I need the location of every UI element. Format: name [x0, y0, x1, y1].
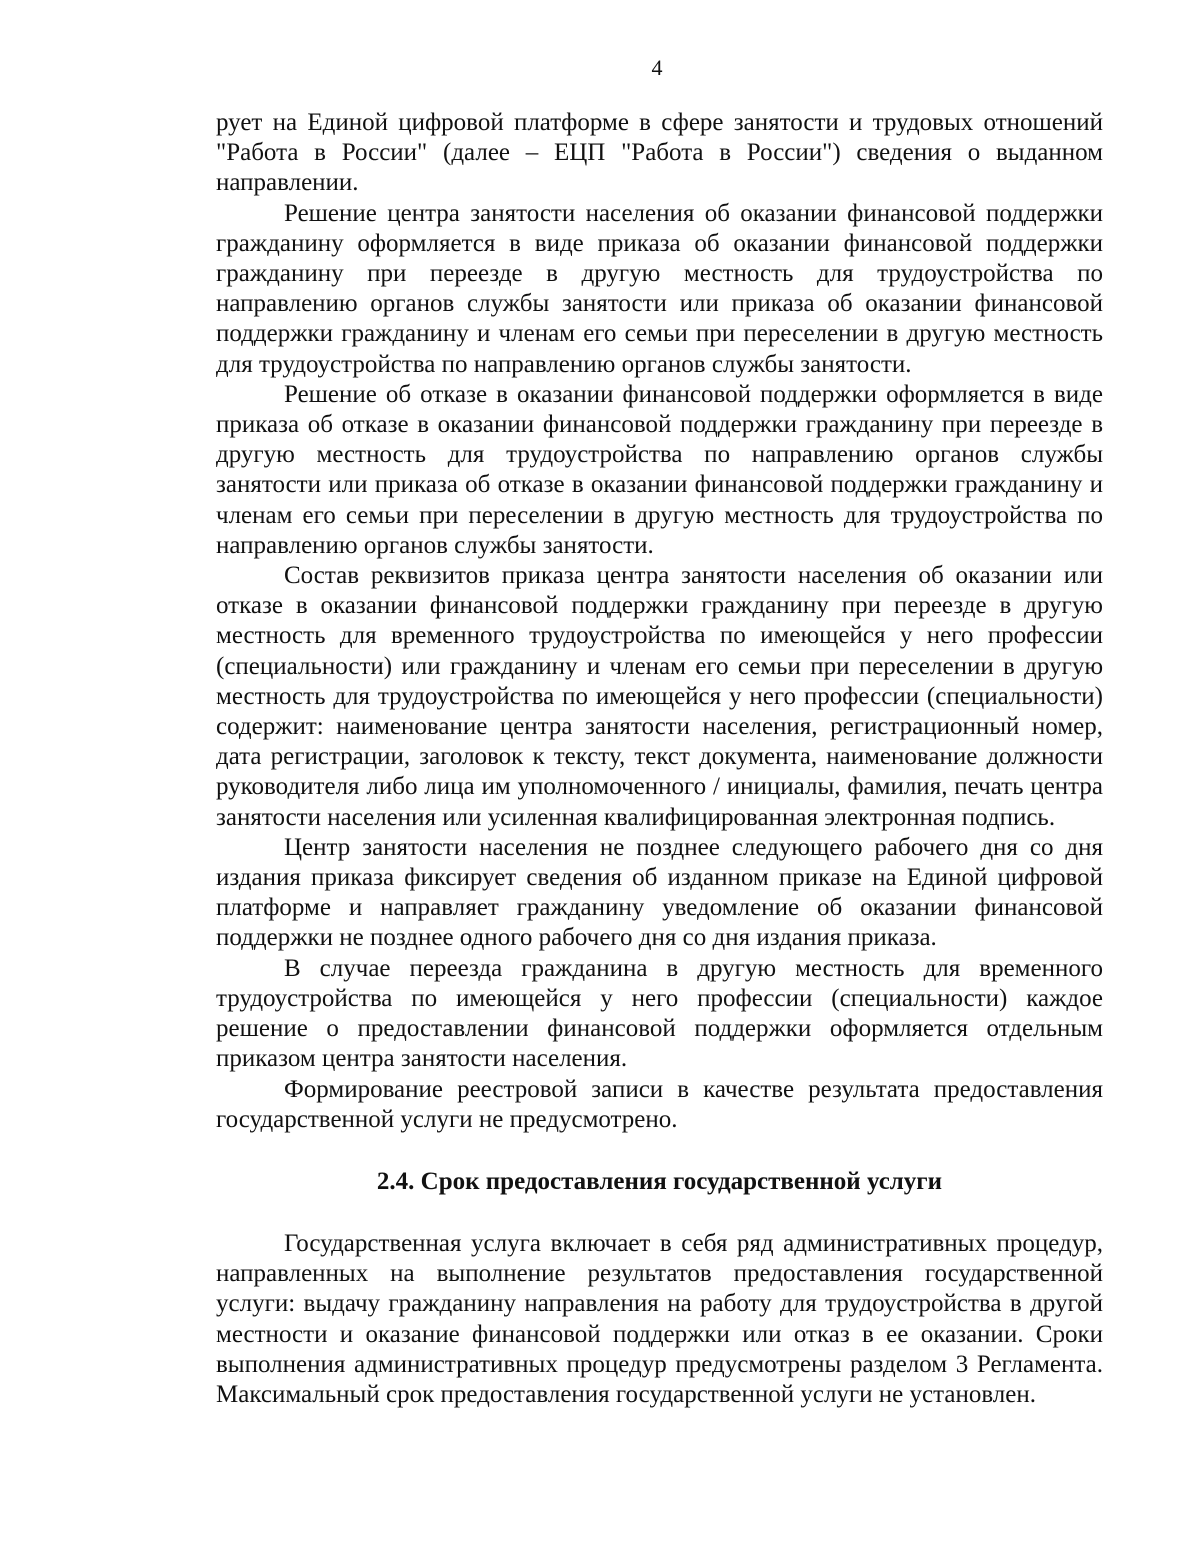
paragraph-decision-support: Решение центра занятости населения об оказании финансовой поддержки гражданину оформляется в виде приказа об оказании финансовой поддержки гражданину при переезде в другую местность для трудоустройства по направлению органов службы занятости или приказа об оказании финансовой поддержки гражданину и членам его семьи при переселении в другую местность для трудоустройства по направлению органов службы занятости.: [216, 199, 1103, 378]
paragraph-order-requisites: Состав реквизитов приказа центра занятости населения об оказании или отказе в оказании финансовой поддержки гражданину при переезде в другую местность для временного трудоустройства по имеющейся у него профессии (специальности) или гражданину и членам его семьи при переселении в другую местность для трудоустройства по имеющейся у него профессии (специальности) содержит: наименование центра занятости населения, регистрационный номер, дата регистрации, заголовок к тексту, текст документа, наименование должности руководителя либо лица им уполномоченного / инициалы, фамилия, печать центра занятости населения или усиленная квалифицированная электронная подпись.: [216, 562, 1103, 831]
paragraph-continuation: рует на Единой цифровой платформе в сфере занятости и трудовых отношений "Работа в России" (далее – ЕЦП "Работа в России") сведения о выданном направлении.: [216, 109, 1103, 197]
paragraph-order-recording: Центр занятости населения не позднее следующего рабочего дня со дня издания приказа фиксирует сведения об изданном приказе на Единой цифровой платформе и направляет гражданину уведомление об оказании финансовой поддержки не позднее одного рабочего дня со дня издания приказа.: [216, 833, 1103, 952]
page-number: 4: [651, 55, 663, 80]
paragraph-service-term: Государственная услуга включает в себя ряд административных процедур, направленных на выполнение результатов предоставления государственной услуги: выдачу гражданину направления на работу для трудоустройства в другой местности и оказание финансовой поддержки или отказ в ее оказании. Сроки выполнения административных процедур предусмотрены разделом 3 Регламента. Максимальный срок предоставления государственной услуги не установлен.: [216, 1229, 1103, 1408]
document-body: [216, 108, 1103, 1410]
paragraph-temporary-relocation: В случае переезда гражданина в другую местность для временного трудоустройства по имеющейся у него профессии (специальности) каждое решение о предоставлении финансовой поддержки оформляется отдельным приказом центра занятости населения.: [216, 954, 1103, 1073]
section-heading: 2.4. Срок предоставления государственной услуги: [376, 1167, 943, 1195]
paragraph-registry-record: Формирование реестровой записи в качестве результата предоставления государственной услуги не предусмотрено.: [216, 1075, 1103, 1133]
paragraph-decision-refusal: Решение об отказе в оказании финансовой поддержки оформляется в виде приказа об отказе в оказании финансовой поддержки гражданину при переезде в другую местность для трудоустройства по направлению органов службы занятости или приказа об отказе в оказании финансовой поддержки гражданину и членам его семьи при переселении в другую местность для трудоустройства по направлению органов службы занятости.: [216, 380, 1103, 559]
